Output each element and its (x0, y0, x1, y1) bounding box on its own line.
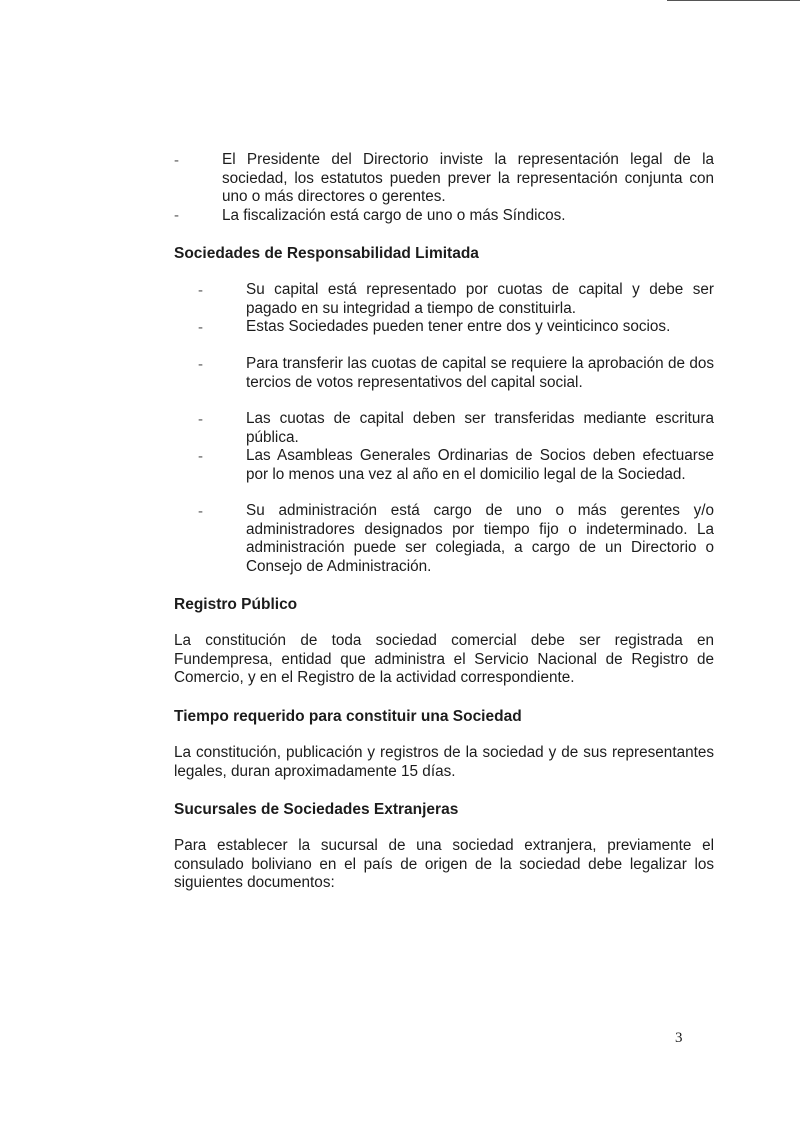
bullet-dash: - (174, 207, 179, 224)
bullet-dash: - (174, 152, 179, 169)
heading-srl: Sociedades de Responsabilidad Limitada (174, 245, 479, 262)
srl-bullet-6: Su administración está cargo de uno o más gerentes y/o administradores designados por tiempo fijo o indeterminado. La administración puede ser colegiada, a cargo de un Directorio o Consejo de Administración. (246, 502, 714, 575)
heading-registro: Registro Público (174, 596, 298, 613)
srl-bullet-2: Estas Sociedades pueden tener entre dos y veinticinco socios. (246, 318, 671, 335)
tiempo-text: La constitución, publicación y registros de la sociedad y de sus representantes legales, duran aproximadamente 15 días. (174, 744, 714, 780)
page-number: 3 (675, 1030, 683, 1046)
srl-bullet-4: Las cuotas de capital deben ser transferidas mediante escritura pública. (246, 410, 714, 446)
bullet-dash: - (198, 356, 203, 373)
heading-sucursales: Sucursales de Sociedades Extranjeras (174, 801, 459, 818)
srl-bullet-3: Para transferir las cuotas de capital se requiere la aprobación de dos tercios de votos representativos del capital social. (246, 355, 714, 391)
bullet-dash: - (198, 503, 203, 520)
srl-bullet-5: Las Asambleas Generales Ordinarias de Socios deben efectuarse por lo menos una vez al año en el domicilio legal de la Sociedad. (246, 447, 714, 483)
registro-text: La constitución de toda sociedad comercial debe ser registrada en Fundempresa, entidad que administra el Servicio Nacional de Registro de Comercio, y en el Registro de la actividad correspondiente. (174, 632, 714, 686)
scan-edge-line (667, 0, 800, 1)
bullet-dash: - (198, 282, 203, 299)
top-bullet-2: La fiscalización está cargo de uno o más Síndicos. (222, 207, 566, 224)
bullet-dash: - (198, 319, 203, 336)
sucursales-text: Para establecer la sucursal de una sociedad extranjera, previamente el consulado boliviano en el país de origen de la sociedad debe legalizar los siguientes documentos: (174, 837, 714, 891)
heading-tiempo: Tiempo requerido para constituir una Sociedad (174, 708, 522, 725)
top-bullet-1: El Presidente del Directorio inviste la representación legal de la sociedad, los estatutos pueden prever la representación conjunta con uno o más directores o gerentes. (222, 151, 714, 205)
bullet-dash: - (198, 448, 203, 465)
bullet-dash: - (198, 411, 203, 428)
srl-bullet-1: Su capital está representado por cuotas de capital y debe ser pagado en su integridad a tiempo de constituirla. (246, 281, 714, 317)
